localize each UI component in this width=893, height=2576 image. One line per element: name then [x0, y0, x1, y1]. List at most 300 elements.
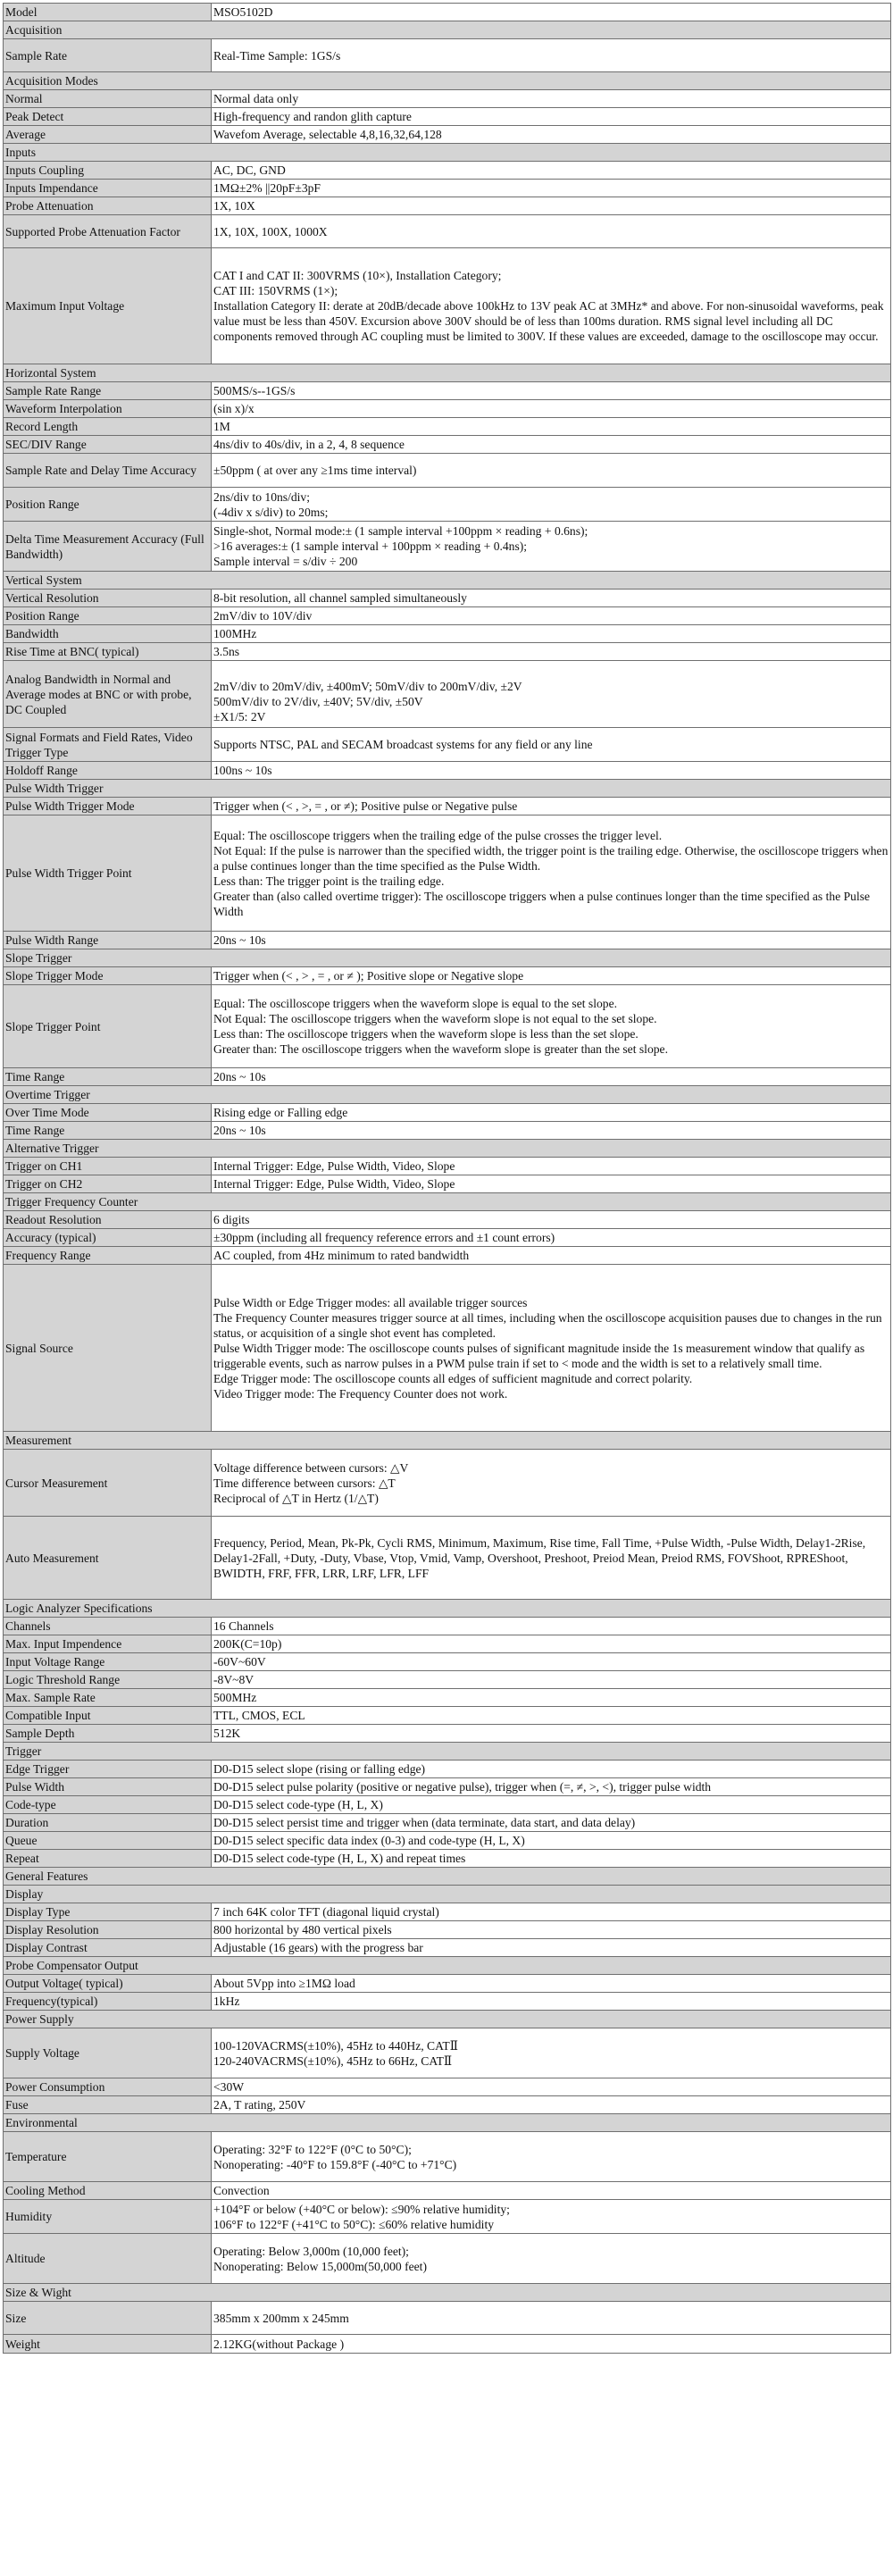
spec-value-line: ±X1/5: 2V [213, 710, 266, 723]
spec-value [212, 522, 891, 572]
section-title: Slope Trigger [4, 949, 891, 967]
spec-label: Trigger on CH1 [4, 1158, 212, 1175]
spec-value [212, 488, 891, 522]
spec-label: Slope Trigger Point [4, 985, 212, 1068]
spec-value-line: 500mV/div to 2V/div, ±40V; 5V/div, ±50V [213, 695, 423, 708]
spec-label: Average [4, 126, 212, 144]
spec-value [212, 1939, 891, 1957]
section-title: Alternative Trigger [4, 1140, 891, 1158]
spec-value-line: Normal data only [213, 92, 299, 105]
spec-row-vertical-resolution [4, 590, 891, 607]
spec-label: Display Contrast [4, 1939, 212, 1957]
spec-value-line: Internal Trigger: Edge, Pulse Width, Video, Slope [213, 1177, 455, 1191]
spec-value [212, 932, 891, 949]
spec-value-line: Equal: The oscilloscope triggers when the trailing edge of the pulse crosses the trigger level. [213, 828, 663, 842]
spec-row-repeat [4, 1850, 891, 1868]
spec-value-line: Pulse Width or Edge Trigger modes: all available trigger sources [213, 1295, 528, 1309]
spec-label: Compatible Input [4, 1707, 212, 1725]
section-title: Probe Compensator Output [4, 1957, 891, 1975]
section-row-inputs [4, 144, 891, 162]
spec-row-model [4, 4, 891, 21]
spec-label: Queue [4, 1832, 212, 1850]
spec-label: Size [4, 2302, 212, 2335]
spec-label: Humidity [4, 2200, 212, 2234]
spec-row-sample-depth [4, 1725, 891, 1743]
section-row-vertical-system [4, 572, 891, 590]
spec-label: Max. Input Impendence [4, 1635, 212, 1653]
spec-value-line: 6 digits [213, 1213, 250, 1226]
section-title: Horizontal System [4, 364, 891, 382]
spec-row-pulse-width [4, 1778, 891, 1796]
spec-label: Repeat [4, 1850, 212, 1868]
spec-label: Frequency Range [4, 1247, 212, 1265]
spec-value [212, 197, 891, 215]
spec-value-line: 100-120VACRMS(±10%), 45Hz to 440Hz, CATⅡ [213, 2038, 458, 2053]
spec-value-line: 1X, 10X, 100X, 1000X [213, 224, 328, 238]
section-row-size-wight [4, 2284, 891, 2302]
spec-value-line: 2ns/div to 10ns/div; [213, 489, 311, 504]
section-row-trigger-frequency-counter [4, 1193, 891, 1211]
spec-row-display-type [4, 1903, 891, 1921]
spec-label: Supported Probe Attenuation Factor [4, 215, 212, 248]
spec-label: Over Time Mode [4, 1104, 212, 1122]
spec-label: Altitude [4, 2234, 212, 2284]
spec-row-code-type [4, 1796, 891, 1814]
spec-label: Maximum Input Voltage [4, 248, 212, 364]
spec-value-line: Nonoperating: -40°F to 159.8°F (-40°C to +71°C) [213, 2157, 457, 2171]
spec-row-auto-measurement [4, 1517, 891, 1600]
spec-value [212, 2096, 891, 2114]
spec-value-line: Trigger when (< , >, = , or ≠); Positive pulse or Negative pulse [213, 799, 518, 813]
spec-value [212, 1689, 891, 1707]
spec-value [212, 1653, 891, 1671]
spec-label: SEC/DIV Range [4, 436, 212, 454]
spec-row-delta-time-measurement-accuracy-full-bandwidth [4, 522, 891, 572]
spec-row-readout-resolution [4, 1211, 891, 1229]
spec-label: Supply Voltage [4, 2028, 212, 2078]
spec-value-line: AC coupled, from 4Hz minimum to rated bandwidth [213, 1249, 470, 1262]
spec-row-sample-rate-range [4, 382, 891, 400]
spec-label: Record Length [4, 418, 212, 436]
section-row-pulse-width-trigger [4, 780, 891, 798]
spec-row-fuse [4, 2096, 891, 2114]
spec-label: Analog Bandwidth in Normal and Average modes at BNC or with probe, DC Coupled [4, 661, 212, 728]
spec-row-rise-time-at-bnc-typical [4, 643, 891, 661]
spec-value-line: Reciprocal of △T in Hertz (1/△T) [213, 1491, 379, 1505]
spec-label: Frequency(typical) [4, 1993, 212, 2011]
spec-row-trigger-on-ch2 [4, 1175, 891, 1193]
spec-value-line: The Frequency Counter measures trigger source at all times, including when the oscilloscope acquisition pauses due to changes in the run status, or acquisition of a single shot event has completed. [213, 1310, 882, 1340]
spec-value-line: 100MHz [213, 627, 257, 640]
spec-value [212, 248, 891, 364]
spec-row-record-length [4, 418, 891, 436]
spec-label: Probe Attenuation [4, 197, 212, 215]
spec-label: Position Range [4, 488, 212, 522]
spec-value [212, 1450, 891, 1517]
spec-label: Position Range [4, 607, 212, 625]
spec-value [212, 2132, 891, 2182]
spec-value [212, 215, 891, 248]
spec-label: Display Type [4, 1903, 212, 1921]
spec-value-line: Trigger when (< , > , = , or ≠ ); Positive slope or Negative slope [213, 969, 524, 983]
spec-value-line: 1M [213, 420, 230, 433]
spec-row-pulse-width-range [4, 932, 891, 949]
spec-value-line: Real-Time Sample: 1GS/s [213, 48, 341, 63]
spec-value-line: Voltage difference between cursors: △V [213, 1460, 409, 1475]
spec-label: Holdoff Range [4, 762, 212, 780]
spec-label: Waveform Interpolation [4, 400, 212, 418]
spec-value-line: About 5Vpp into ≥1MΩ load [213, 1977, 355, 1990]
spec-label: Cursor Measurement [4, 1450, 212, 1517]
spec-value-line: D0-D15 select pulse polarity (positive or negative pulse), trigger when (=, ≠, >, <), trigger pulse width [213, 1780, 712, 1794]
spec-row-position-range [4, 488, 891, 522]
spec-row-waveform-interpolation [4, 400, 891, 418]
section-title: Trigger Frequency Counter [4, 1193, 891, 1211]
spec-value-line: (-4div x s/div) to 20ms; [213, 505, 329, 519]
spec-value [212, 162, 891, 180]
spec-value-line: Not Equal: The oscilloscope triggers when the waveform slope is not equal to the set slope. [213, 1012, 657, 1025]
spec-value [212, 454, 891, 488]
spec-value [212, 1265, 891, 1432]
spec-value-line: 512K [213, 1727, 241, 1740]
spec-value-line: 100ns ~ 10s [213, 764, 272, 777]
spec-value [212, 436, 891, 454]
spec-row-holdoff-range [4, 762, 891, 780]
spec-row-channels [4, 1618, 891, 1635]
spec-row-output-voltage-typical [4, 1975, 891, 1993]
section-row-slope-trigger [4, 949, 891, 967]
spec-value-line: 20ns ~ 10s [213, 933, 266, 947]
spec-value-line: -8V~8V [213, 1673, 255, 1686]
spec-row-sample-rate-and-delay-time-accuracy [4, 454, 891, 488]
spec-value-line: Equal: The oscilloscope triggers when the waveform slope is equal to the set slope. [213, 997, 618, 1010]
spec-value [212, 661, 891, 728]
spec-label: Model [4, 4, 212, 21]
spec-value [212, 418, 891, 436]
spec-value-line: Adjustable (16 gears) with the progress bar [213, 1941, 423, 1954]
section-row-acquisition [4, 21, 891, 39]
spec-value-line: Time difference between cursors: △T [213, 1476, 396, 1490]
spec-value [212, 643, 891, 661]
spec-value-line: Internal Trigger: Edge, Pulse Width, Video, Slope [213, 1159, 455, 1173]
spec-value [212, 2200, 891, 2234]
spec-label: Sample Rate Range [4, 382, 212, 400]
spec-label: Peak Detect [4, 108, 212, 126]
section-row-horizontal-system [4, 364, 891, 382]
spec-row-frequency-typical [4, 1993, 891, 2011]
spec-value [212, 1975, 891, 1993]
spec-value [212, 4, 891, 21]
spec-value-line: 2mV/div to 20mV/div, ±400mV; 50mV/div to 200mV/div, ±2V [213, 680, 522, 693]
spec-value-line: 1MΩ±2% ||20pF±3pF [213, 181, 321, 195]
spec-value [212, 2182, 891, 2200]
spec-label: Sample Rate [4, 39, 212, 72]
spec-value-line: 2mV/div to 10V/div [213, 609, 313, 623]
spec-row-sec-div-range [4, 436, 891, 454]
section-title: Inputs [4, 144, 891, 162]
spec-value [212, 1175, 891, 1193]
section-title: Overtime Trigger [4, 1086, 891, 1104]
spec-row-input-voltage-range [4, 1653, 891, 1671]
spec-row-probe-attenuation [4, 197, 891, 215]
spec-row-average [4, 126, 891, 144]
spec-label: Pulse Width Trigger Mode [4, 798, 212, 815]
spec-label: Bandwidth [4, 625, 212, 643]
spec-row-pulse-width-trigger-point [4, 815, 891, 932]
spec-value [212, 967, 891, 985]
spec-value [212, 1903, 891, 1921]
spec-value-line: ±50ppm ( at over any ≥1ms time interval) [213, 464, 417, 477]
spec-row-power-consumption [4, 2078, 891, 2096]
spec-row-display-contrast [4, 1939, 891, 1957]
spec-value-line: Greater than (also called overtime trigger): The oscilloscope triggers when a pulse continues longer than the time specified as the Pulse Width [213, 889, 871, 918]
spec-table-body [4, 4, 891, 2354]
spec-value [212, 1158, 891, 1175]
spec-value-line: 8-bit resolution, all channel sampled simultaneously [213, 591, 467, 605]
spec-row-humidity [4, 2200, 891, 2234]
spec-row-display-resolution [4, 1921, 891, 1939]
spec-value [212, 985, 891, 1068]
spec-label: Readout Resolution [4, 1211, 212, 1229]
spec-value-line: High-frequency and randon glith capture [213, 110, 412, 123]
spec-row-temperature [4, 2132, 891, 2182]
spec-row-cooling-method [4, 2182, 891, 2200]
spec-value-line: 500MS/s--1GS/s [213, 384, 296, 397]
section-row-general-features [4, 1868, 891, 1886]
spec-label: Edge Trigger [4, 1761, 212, 1778]
spec-label: Trigger on CH2 [4, 1175, 212, 1193]
spec-label: Delta Time Measurement Accuracy (Full Bandwidth) [4, 522, 212, 572]
spec-row-over-time-mode [4, 1104, 891, 1122]
spec-label: Channels [4, 1618, 212, 1635]
spec-value [212, 1104, 891, 1122]
spec-value-line: Nonoperating: Below 15,000m(50,000 feet) [213, 2259, 427, 2273]
spec-value-line: 106°F to 122°F (+41°C to 50°C): ≤60% relative humidity [213, 2217, 495, 2231]
spec-value-line: 16 Channels [213, 1619, 274, 1633]
section-row-logic-analyzer-specifications [4, 1600, 891, 1618]
spec-label: Pulse Width Range [4, 932, 212, 949]
spec-label: Rise Time at BNC( typical) [4, 643, 212, 661]
spec-row-normal [4, 90, 891, 108]
spec-row-altitude [4, 2234, 891, 2284]
spec-value [212, 1635, 891, 1653]
spec-value [212, 798, 891, 815]
spec-value [212, 607, 891, 625]
section-title: Size & Wight [4, 2284, 891, 2302]
spec-value-line: 200K(C=10p) [213, 1637, 282, 1651]
spec-value-line: 3.5ns [213, 645, 240, 658]
spec-value-line: -60V~60V [213, 1655, 266, 1669]
spec-value-line: D0-D15 select persist time and trigger when (data terminate, data start, and data delay) [213, 1816, 636, 1829]
section-title: Display [4, 1886, 891, 1903]
spec-row-time-range [4, 1068, 891, 1086]
spec-row-bandwidth [4, 625, 891, 643]
spec-value-line: D0-D15 select slope (rising or falling edge) [213, 1762, 426, 1776]
section-title: Trigger [4, 1743, 891, 1761]
spec-value-line: TTL, CMOS, ECL [213, 1709, 305, 1722]
spec-value [212, 1671, 891, 1689]
spec-value-line: Installation Category II: derate at 20dB/decade above 100kHz to 13V peak AC at 3MHz* and above. For non-sinusoidal waveforms, peak value must be less than 450V. Excursion above 300V should be of less than 100ms duration. RMS signal level including all DC components removed through AC coupling must be limited to 300V. If these values are exceeded, damage to the oscilloscope may occur. [213, 299, 884, 343]
spec-value [212, 90, 891, 108]
section-title: Environmental [4, 2114, 891, 2132]
spec-value-line: Less than: The oscilloscope triggers when the waveform slope is less than the set slope. [213, 1027, 638, 1041]
spec-label: Fuse [4, 2096, 212, 2114]
spec-value-line: MSO5102D [213, 5, 273, 19]
spec-label: Vertical Resolution [4, 590, 212, 607]
spec-value-line: >16 averages:± (1 sample interval + 100ppm × reading + 0.4ns); [213, 539, 528, 553]
section-title: Logic Analyzer Specifications [4, 1600, 891, 1618]
spec-row-inputs-coupling [4, 162, 891, 180]
spec-value [212, 180, 891, 197]
spec-value-line: 7 inch 64K color TFT (diagonal liquid crystal) [213, 1905, 439, 1919]
spec-value-line: Convection [213, 2184, 270, 2197]
spec-value-line: CAT I and CAT II: 300VRMS (10×), Installation Category; [213, 269, 502, 282]
spec-value-line: 2.12KG(without Package ) [213, 2337, 345, 2351]
spec-value [212, 1796, 891, 1814]
spec-label: Pulse Width [4, 1778, 212, 1796]
spec-value-line: D0-D15 select code-type (H, L, X) and repeat times [213, 1852, 466, 1865]
spec-value [212, 126, 891, 144]
spec-value-line: ±30ppm (including all frequency reference errors and ±1 count errors) [213, 1231, 555, 1244]
spec-label: Input Voltage Range [4, 1653, 212, 1671]
spec-label: Auto Measurement [4, 1517, 212, 1600]
section-row-power-supply [4, 2011, 891, 2028]
spec-value-line: AC, DC, GND [213, 163, 286, 177]
spec-value [212, 2028, 891, 2078]
spec-row-signal-source [4, 1265, 891, 1432]
spec-row-max-input-impendence [4, 1635, 891, 1653]
spec-value-line: Edge Trigger mode: The oscilloscope counts all edges of sufficient magnitude and correct polarity. [213, 1371, 693, 1385]
spec-value [212, 1993, 891, 2011]
spec-value [212, 1778, 891, 1796]
spec-label: Duration [4, 1814, 212, 1832]
spec-row-queue [4, 1832, 891, 1850]
spec-value-line: Sample interval = s/div ÷ 200 [213, 555, 358, 568]
spec-value-line: Video Trigger mode: The Frequency Counter does not work. [213, 1386, 508, 1401]
section-title: Pulse Width Trigger [4, 780, 891, 798]
spec-value-line: Not Equal: If the pulse is narrower than the specified width, the trigger point is the trailing edge. Otherwise, the oscilloscope triggers when a pulse continues longer than the time specified as the Pulse Width. [213, 843, 889, 873]
spec-row-cursor-measurement [4, 1450, 891, 1517]
spec-row-max-sample-rate [4, 1689, 891, 1707]
spec-row-compatible-input [4, 1707, 891, 1725]
spec-label: Display Resolution [4, 1921, 212, 1939]
spec-value-line: <30W [213, 2080, 245, 2094]
spec-row-slope-trigger-mode [4, 967, 891, 985]
spec-label: Time Range [4, 1068, 212, 1086]
section-title: Acquisition Modes [4, 72, 891, 90]
section-title: Power Supply [4, 2011, 891, 2028]
spec-value-line: CAT III: 150VRMS (1×); [213, 284, 338, 297]
spec-row-edge-trigger [4, 1761, 891, 1778]
spec-label: Output Voltage( typical) [4, 1975, 212, 1993]
spec-row-weight [4, 2335, 891, 2354]
spec-value [212, 1517, 891, 1600]
spec-label: Weight [4, 2335, 212, 2354]
spec-row-supply-voltage [4, 2028, 891, 2078]
section-row-measurement [4, 1432, 891, 1450]
spec-value [212, 2078, 891, 2096]
section-row-acquisition-modes [4, 72, 891, 90]
spec-row-logic-threshold-range [4, 1671, 891, 1689]
spec-value [212, 1211, 891, 1229]
spec-value [212, 2335, 891, 2354]
section-row-overtime-trigger [4, 1086, 891, 1104]
spec-value-line: 4ns/div to 40s/div, in a 2, 4, 8 sequence [213, 438, 405, 451]
spec-label: Accuracy (typical) [4, 1229, 212, 1247]
spec-value-line: 1kHz [213, 1995, 240, 2008]
spec-value-line: (sin x)/x [213, 402, 255, 415]
spec-row-maximum-input-voltage [4, 248, 891, 364]
spec-row-frequency-range [4, 1247, 891, 1265]
spec-value-line: D0-D15 select code-type (H, L, X) [213, 1798, 383, 1811]
spec-value-line: +104°F or below (+40°C or below): ≤90% relative humidity; [213, 2202, 510, 2216]
spec-label: Temperature [4, 2132, 212, 2182]
spec-value-line: Pulse Width Trigger mode: The oscilloscope counts pulses of significant magnitude inside the 1s measurement window that qualify as triggerable events, such as narrow pulses in a PWM pulse train if set to < mode and the width is set to a relatively small time. [213, 1341, 865, 1370]
spec-value [212, 108, 891, 126]
section-title: General Features [4, 1868, 891, 1886]
spec-label: Max. Sample Rate [4, 1689, 212, 1707]
spec-value-line: 20ns ~ 10s [213, 1124, 266, 1137]
spec-value [212, 1832, 891, 1850]
spec-value-line: D0-D15 select specific data index (0-3) and code-type (H, L, X) [213, 1834, 525, 1847]
spec-row-size [4, 2302, 891, 2335]
spec-value-line: 800 horizontal by 480 vertical pixels [213, 1923, 392, 1936]
spec-value-line: Operating: 32°F to 122°F (0°C to 50°C); [213, 2142, 412, 2156]
spec-value [212, 2302, 891, 2335]
spec-value [212, 2234, 891, 2284]
spec-value-line: Less than: The trigger point is the trailing edge. [213, 874, 445, 888]
spec-value-line: Rising edge or Falling edge [213, 1106, 348, 1119]
spec-value [212, 1618, 891, 1635]
spec-table [3, 3, 891, 2354]
spec-label: Normal [4, 90, 212, 108]
spec-label: Sample Depth [4, 1725, 212, 1743]
spec-row-signal-formats-and-field-rates-video-trigger-type [4, 728, 891, 762]
spec-label: Time Range [4, 1122, 212, 1140]
spec-label: Signal Source [4, 1265, 212, 1432]
spec-value-line: 2A, T rating, 250V [213, 2098, 306, 2112]
spec-row-peak-detect [4, 108, 891, 126]
spec-value [212, 400, 891, 418]
spec-value [212, 1814, 891, 1832]
spec-value-line: 20ns ~ 10s [213, 1070, 266, 1083]
spec-value [212, 1921, 891, 1939]
spec-value [212, 590, 891, 607]
spec-value [212, 1761, 891, 1778]
spec-label: Cooling Method [4, 2182, 212, 2200]
spec-value [212, 815, 891, 932]
spec-label: Inputs Coupling [4, 162, 212, 180]
spec-value [212, 1850, 891, 1868]
section-row-probe-compensator-output [4, 1957, 891, 1975]
spec-value [212, 762, 891, 780]
section-title: Acquisition [4, 21, 891, 39]
spec-value [212, 39, 891, 72]
spec-value-line: Supports NTSC, PAL and SECAM broadcast systems for any field or any line [213, 738, 593, 751]
section-row-display [4, 1886, 891, 1903]
spec-value-line: Wavefom Average, selectable 4,8,16,32,64,128 [213, 128, 442, 141]
spec-row-trigger-on-ch1 [4, 1158, 891, 1175]
spec-value-line: 120-240VACRMS(±10%), 45Hz to 66Hz, CATⅡ [213, 2053, 453, 2068]
spec-row-accuracy-typical [4, 1229, 891, 1247]
spec-row-duration [4, 1814, 891, 1832]
spec-row-supported-probe-attenuation-factor [4, 215, 891, 248]
spec-row-inputs-impendance [4, 180, 891, 197]
spec-value-line [213, 664, 889, 679]
spec-row-time-range [4, 1122, 891, 1140]
section-row-environmental [4, 2114, 891, 2132]
spec-row-sample-rate [4, 39, 891, 72]
